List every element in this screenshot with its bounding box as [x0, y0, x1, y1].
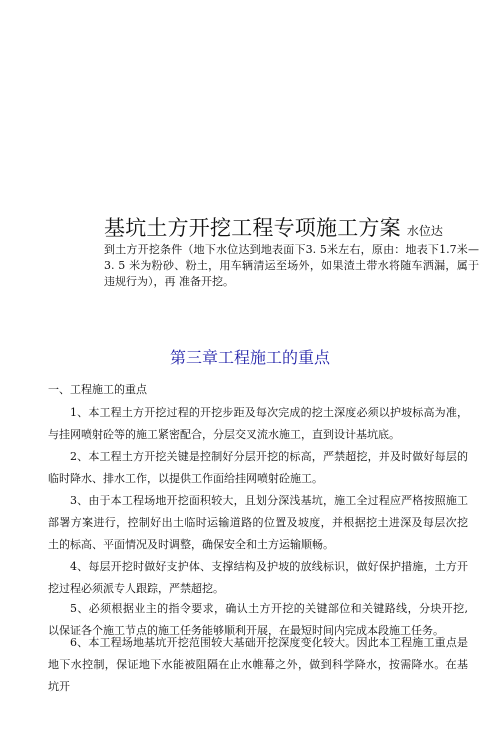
paragraph-2: 2、本工程土方开挖关键是控制好分层开挖的标高，严禁超挖，并及时做好每层的 临时降水、排水工作，以提供工作面给挂网喷射砼施工。	[48, 450, 468, 485]
paragraph-1: 1、本工程土方开挖过程的开挖步距及每次完成的挖土深度必须以护坡标高为准， 与挂网喷射砼等的施工紧密配合，分层交叉流水施工，直到设计基坑底。	[48, 406, 468, 441]
section-heading: 一、工程施工的重点	[48, 383, 147, 396]
document-title: 基坑土方开挖工程专项施工方案	[104, 216, 401, 240]
title-continuation: 水位达	[406, 224, 443, 238]
paragraph-5: 5、必须根据业主的指令要求，确认土方开挖的关键部位和关键路线，分块开挖, 以保证各个施工节点的施工任务能够顺利开展，在最短时间内完成本段施工任务。	[48, 602, 468, 637]
intro-paragraph: 到土方开挖条件（地下水位达到地表面下3. 5米左右，原由：地表下1.7米—3. 5 米为粉砂、粉土，用车辆清运至场外，如果渣土带水将随车洒漏，属于违规行为），再 准备开挖。	[104, 243, 479, 288]
title-block	[104, 216, 484, 241]
paragraph-6: 6、本工程场地基坑开挖范围较大基础开挖深度变化较大。因此本工程施工重点是 地下水控制，保证地下水能被阻隔在止水帷幕之外，做到科学降水，按需降水。在基 坑开	[48, 636, 468, 693]
chapter-heading: 第三章工程施工的重点	[169, 348, 330, 367]
paragraph-3: 3、由于本工程场地开挖面积较大，且划分深浅基坑，施工全过程应严格按照施工 部署方案进行，控制好出土临时运输道路的位置及坡度，并根据挖土进深及每层次挖 土的标高、平面情况及时调整，确保安全和土方运输顺畅。	[48, 494, 468, 551]
paragraph-4: 4、每层开挖时做好支护体、支撑结构及护坡的放线标识，做好保护措施，土方开 挖过程必须派专人跟踪，严禁超挖。	[48, 560, 468, 595]
